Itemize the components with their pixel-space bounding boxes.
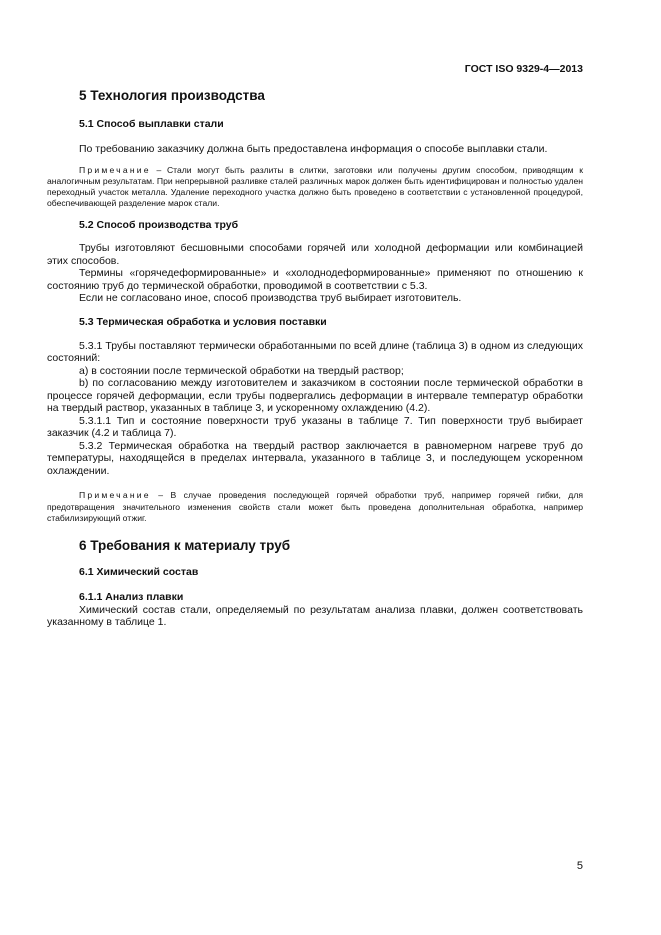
section-5-3-note [47,490,583,524]
section-5-2-title: 5.2 Способ производства труб [79,219,239,232]
note-text: – Стали могут быть разлиты в слитки, заготовки или получены другим способом, приводящим к аналогичным результатам. При непрерывной разливке сталей различных марок должен быть идентифицирован и полностью удален переходный участок металла. Удаление переходного участка должно быть проведено в соответствии с установленной процедурой, обеспечивающей разделение марок стали. [47,164,583,209]
section-5-2-paragraph-3: Если не согласовано иное, способ производства труб выбирает изготовитель. [79,292,462,305]
section-5-3-1-1-paragraph: 5.3.1.1 Тип и состояние поверхности труб указаны в таблице 7. Тип поверхности труб выбирает заказчик (4.2 и таблица 7). [47,414,583,440]
section-5-3-1-paragraph: 5.3.1 Трубы поставляют термически обработанными по всей длине (таблица 3) в одном из следующих состояний: [47,339,583,365]
note-label: Примечание [79,164,151,175]
section-5-3-2-paragraph: 5.3.2 Термическая обработка на твердый раствор заключается в равномерном нагреве труб до температуры, находящейся в пределах интервала, указанного в таблице 3, и последующем ускоренном охлаждении. [47,439,583,477]
section-5-2-paragraph-2: Термины «горячедеформированные» и «холоднодеформированные» применяют по отношению к состоянию труб до термической обработки, проводимой в соответствии с 5.3. [47,267,583,292]
section-5-title: 5 Технология производства [79,88,265,103]
section-5-3-title: 5.3 Термическая обработка и условия поставки [79,315,327,328]
section-5-1-title: 5.1 Способ выплавки стали [79,118,224,130]
section-6-1-1-paragraph: Химический состав стали, определяемый по результатам анализа плавки, должен соответствовать указанному в таблице 1. [47,603,583,629]
section-5-1-note [47,165,583,210]
note-label: Примечание [79,490,151,501]
section-6-1-title: 6.1 Химический состав [79,565,199,578]
section-6-title: 6 Требования к материалу труб [79,537,291,553]
section-5-1-paragraph: По требованию заказчику должна быть предоставлена информация о способе выплавки стали. [79,143,548,155]
page-number: 5 [576,860,583,872]
section-6-1-1-title: 6.1.1 Анализ плавки [79,590,184,603]
section-5-3-1-item-a: a) в состоянии после термической обработки на твердый раствор; [79,364,404,377]
section-5-2-paragraph-1: Трубы изготовляют бесшовными способами горячей или холодной деформации или комбинацией этих способов. [47,242,583,267]
page-content [47,88,583,629]
section-5-3-1-item-b: b) по согласованию между изготовителем и заказчиком в состоянии после термической обработки в процессе горячей деформации, если трубы подвергались деформации в интервале температур обработки на твердый раствор, указанных в таблице 3, и ускоренному охлаждению (4.2). [47,377,583,415]
standard-code: ГОСТ ISO 9329-4—2013 [464,63,583,75]
note-text: – В случае проведения последующей горячей обработки труб, например горячей гибки, для предотвращения значительного изменения свойств стали может быть проведена дополнительная обработка, например стабилизирующий отжиг. [47,490,583,523]
